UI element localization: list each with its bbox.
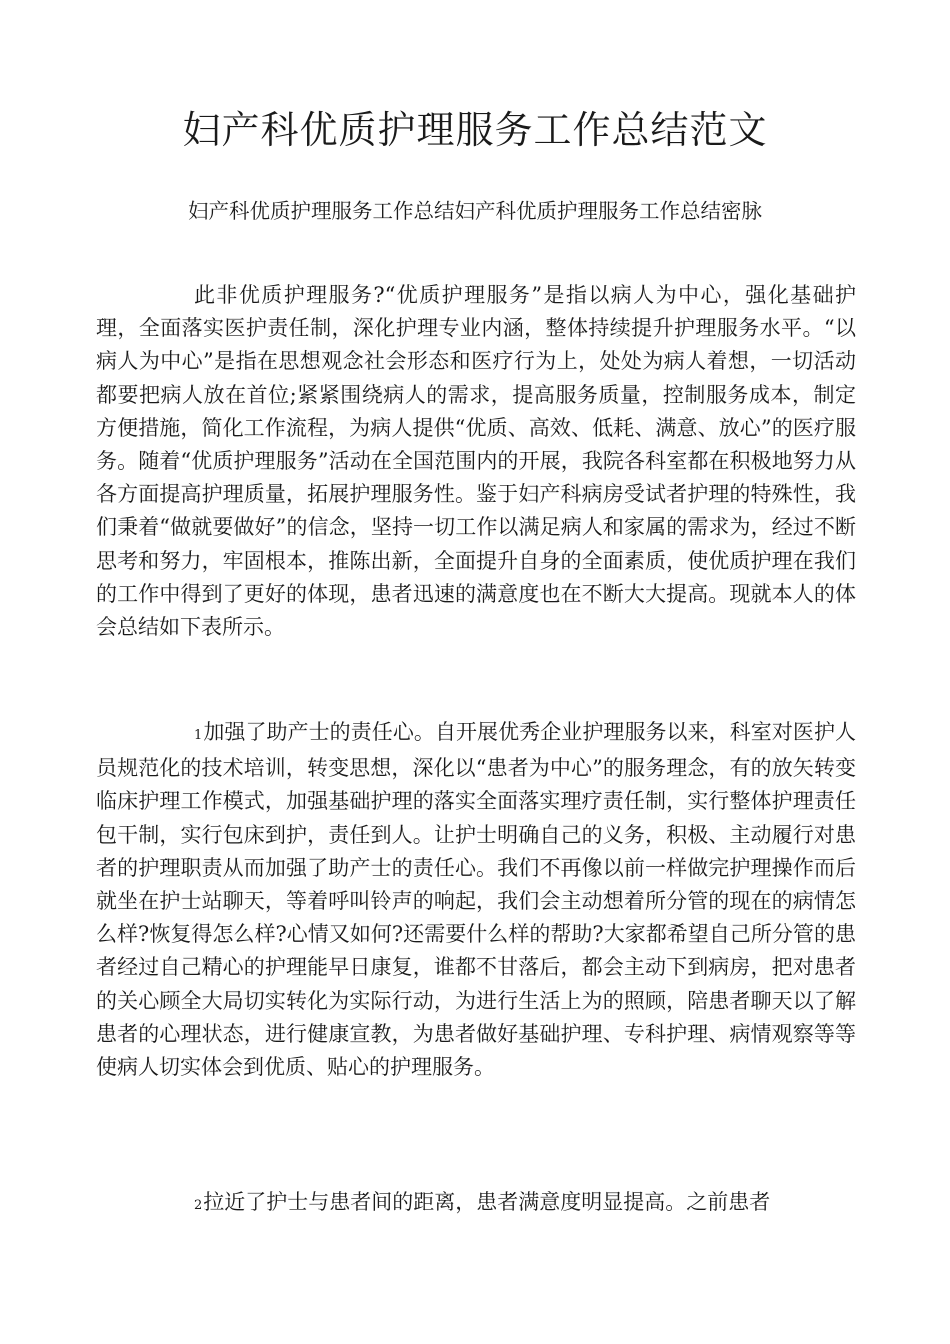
paragraph-intro (96, 279, 856, 644)
paragraph-1 (96, 716, 856, 1084)
paragraph-2 (96, 1186, 856, 1222)
paragraph-text: 此非优质护理服务?“优质护理服务”是指以病人为中心，强化基础护理，全面落实医护责任制，深化护理专业内涵，整体持续提升护理服务水平。“以病人为中心”是指在思想观念社会形态和医疗行为上，处处为病人着想，一切活动都要把病人放在首位;紧紧围绕病人的需求，提高服务质量，控制服务成本，制定方便措施，简化工作流程，为病人提供“优质、高效、低耗、满意、放心”的医疗服务。随着“优质护理服务”活动在全国范围内的开展，我院各科室都在积极地努力从各方面提高护理质量，拓展护理服务性。鉴于妇产科病房受试者护理的特殊性，我们秉着“做就要做好”的信念，坚持一切工作以满足病人和家属的需求为，经过不断思考和努力，牢固根本，推陈出新，全面提升自身的全面素质，使优质护理在我们的工作中得到了更好的体现，患者迅速的满意度也在不断大大提高。现就本人的体会总结如下表所示。 (96, 283, 856, 640)
document-subtitle: 妇产科优质护理服务工作总结妇产科优质护理服务工作总结密脉 (188, 199, 762, 223)
paragraph-number: 1 (194, 728, 203, 743)
document-title: 妇产科优质护理服务工作总结范文 (182, 108, 768, 152)
paragraph-number: 2 (194, 1198, 203, 1213)
paragraph-text: 加强了助产士的责任心。自开展优秀企业护理服务以来，科室对医护人员规范化的技术培训，转变思想，深化以“患者为中心”的服务理念，有的放矢转变临床护理工作模式，加强基础护理的落实全面落实理疗责任制，实行整体护理责任包干制，实行包床到护，责任到人。让护士明确自己的义务，积极、主动履行对患者的护理职责从而加强了助产士的责任心。我们不再像以前一样做完护理操作而后就坐在护士站聊天，等着呼叫铃声的响起，我们会主动想着所分管的现在的病情怎么样?恢复得怎么样?心情又如何?还需要什么样的帮助?大家都希望自己所分管的患者经过自己精心的护理能早日康复，谁都不甘落后，都会主动下到病房，把对患者的关心顾全大局切实转化为实际行动，为进行生活上为的照顾，陪患者聊天以了解患者的心理状态，进行健康宣教，为患者做好基础护理、专科护理、病情观察等等使病人切实体会到优质、贴心的护理服务。 (96, 720, 856, 1080)
paragraph-text: 拉近了护士与患者间的距离，患者满意度明显提高。之前患者 (203, 1190, 771, 1214)
